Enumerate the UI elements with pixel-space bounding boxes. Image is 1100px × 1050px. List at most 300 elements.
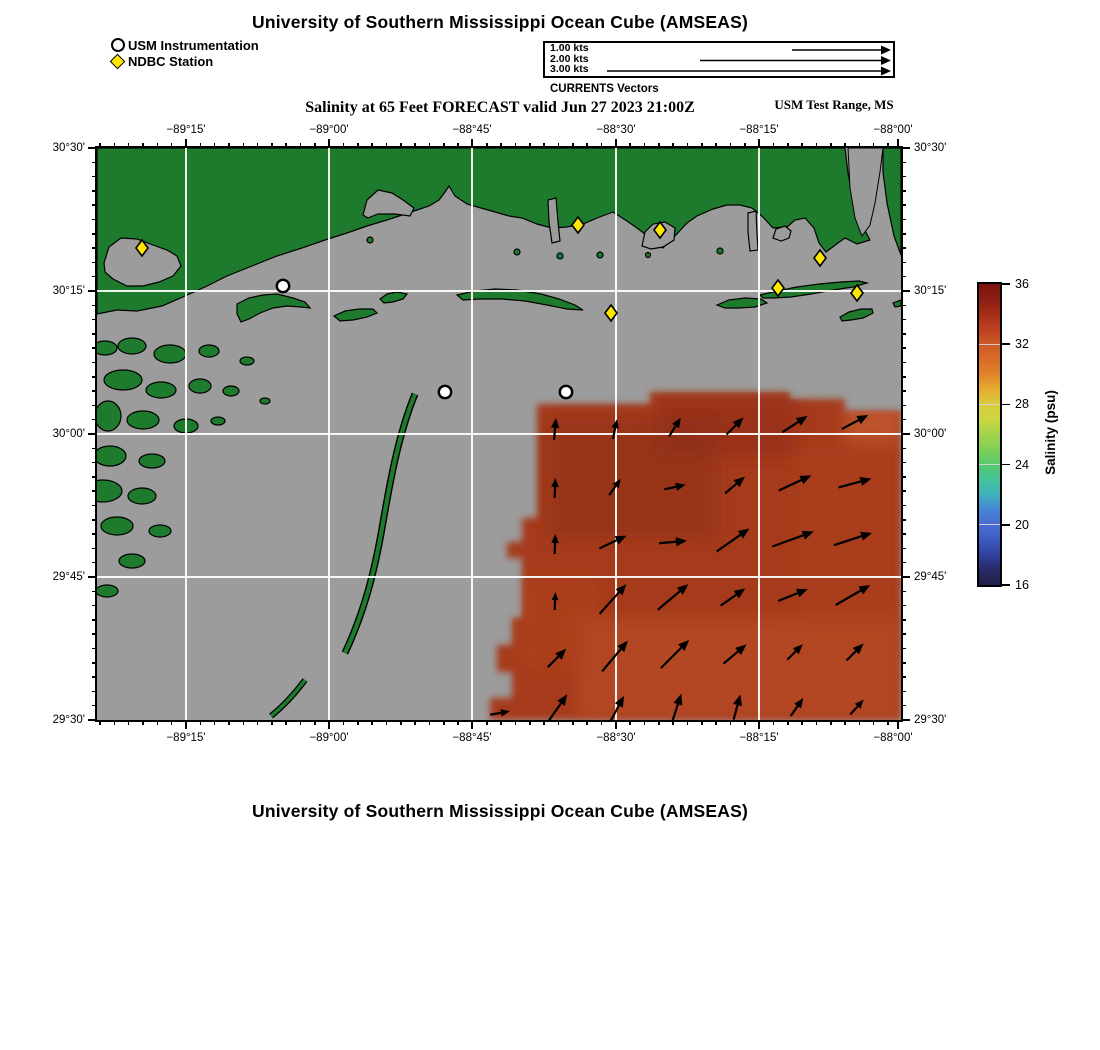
major-tick	[901, 147, 910, 149]
minor-tick	[92, 548, 97, 550]
minor-tick	[92, 676, 97, 678]
current-vector	[787, 644, 803, 660]
major-tick	[901, 576, 910, 578]
minor-tick	[830, 720, 832, 725]
minor-tick	[92, 519, 97, 521]
current-vector	[609, 479, 620, 495]
current-vector	[551, 478, 559, 498]
minor-tick	[92, 233, 97, 235]
minor-tick	[543, 143, 545, 148]
minor-tick	[687, 720, 689, 725]
minor-tick	[901, 533, 906, 535]
minor-tick	[128, 143, 130, 148]
minor-tick	[859, 720, 861, 725]
minor-tick	[92, 262, 97, 264]
minor-tick	[658, 720, 660, 725]
current-vector	[721, 588, 746, 605]
minor-tick	[901, 676, 906, 678]
usm-station-marker	[560, 386, 572, 398]
minor-tick	[314, 143, 316, 148]
lat-label: 30°00'	[52, 428, 85, 440]
minor-tick	[343, 720, 345, 725]
colorbar-tick	[1002, 283, 1010, 285]
minor-tick	[443, 720, 445, 725]
minor-tick	[92, 347, 97, 349]
lat-label: 30°30'	[914, 142, 947, 154]
minor-tick	[157, 143, 159, 148]
minor-tick	[558, 720, 560, 725]
minor-tick	[701, 143, 703, 148]
major-tick	[901, 719, 910, 721]
minor-tick	[92, 648, 97, 650]
legend-label: NDBC Station	[128, 53, 214, 69]
lon-label: −88°45'	[452, 732, 492, 744]
current-vector	[661, 640, 689, 668]
minor-tick	[92, 305, 97, 307]
forecast-subtitle: Salinity at 65 Feet FORECAST valid Jun 27 2023 21:00Z	[305, 99, 695, 116]
minor-tick	[92, 419, 97, 421]
major-tick	[88, 719, 97, 721]
minor-tick	[171, 720, 173, 725]
minor-tick	[314, 720, 316, 725]
minor-tick	[429, 720, 431, 725]
current-vector	[842, 415, 868, 429]
major-tick	[897, 139, 899, 148]
current-vector	[658, 584, 689, 610]
minor-tick	[672, 720, 674, 725]
current-vector	[551, 418, 559, 440]
major-tick	[88, 147, 97, 149]
page-title: University of Southern Mississippi Ocean Cube (AMSEAS)	[251, 12, 749, 32]
current-speed-label: 3.00 kts	[550, 63, 589, 75]
minor-tick	[687, 143, 689, 148]
minor-tick	[371, 143, 373, 148]
current-vector	[610, 696, 624, 720]
minor-tick	[92, 176, 97, 178]
minor-tick	[715, 720, 717, 725]
minor-tick	[357, 720, 359, 725]
minor-tick	[343, 143, 345, 148]
colorbar-gridline	[979, 524, 1000, 525]
current-vector	[779, 475, 812, 490]
usm-station-marker	[277, 280, 289, 292]
minor-tick	[214, 720, 216, 725]
major-tick	[471, 139, 473, 148]
current-vector	[659, 537, 687, 546]
minor-tick	[400, 720, 402, 725]
minor-tick	[99, 720, 101, 725]
minor-tick	[901, 362, 906, 364]
stations-and-vectors	[97, 148, 901, 720]
minor-tick	[92, 405, 97, 407]
minor-tick	[92, 562, 97, 564]
current-vector	[717, 529, 750, 552]
lon-label: −89°15'	[166, 732, 206, 744]
minor-tick	[901, 176, 906, 178]
minor-tick	[92, 619, 97, 621]
minor-tick	[515, 720, 517, 725]
minor-tick	[901, 347, 906, 349]
minor-tick	[142, 143, 144, 148]
current-vector	[725, 477, 745, 494]
minor-tick	[92, 190, 97, 192]
major-tick	[185, 720, 187, 729]
map-frame	[52, 124, 947, 744]
minor-tick	[901, 591, 906, 593]
minor-tick	[887, 720, 889, 725]
minor-tick	[515, 143, 517, 148]
minor-tick	[859, 143, 861, 148]
footer-title: University of Southern Mississippi Ocean Cube (AMSEAS)	[251, 801, 749, 821]
minor-tick	[500, 143, 502, 148]
current-vector	[850, 700, 863, 715]
minor-tick	[114, 143, 116, 148]
minor-tick	[558, 143, 560, 148]
minor-tick	[114, 720, 116, 725]
colorbar-title: Salinity (psu)	[1042, 390, 1058, 475]
minor-tick	[901, 247, 906, 249]
ndbc-station-marker	[605, 305, 617, 321]
lat-label: 29°30'	[52, 714, 85, 726]
current-vector	[552, 592, 559, 610]
minor-tick	[629, 143, 631, 148]
minor-tick	[901, 390, 906, 392]
minor-tick	[901, 190, 906, 192]
minor-tick	[92, 376, 97, 378]
colorbar-tick	[1002, 584, 1010, 586]
minor-tick	[816, 143, 818, 148]
colorbar-gridline	[979, 344, 1000, 345]
colorbar-tick-label: 16	[1015, 578, 1029, 592]
minor-tick	[787, 143, 789, 148]
minor-tick	[586, 143, 588, 148]
minor-tick	[271, 720, 273, 725]
colorbar-tick-label: 32	[1015, 337, 1029, 352]
colorbar-tick	[1002, 404, 1010, 406]
current-speed-label: 1.00 kts	[550, 42, 589, 54]
minor-tick	[830, 143, 832, 148]
minor-tick	[92, 390, 97, 392]
ndbc-station-marker	[772, 280, 784, 296]
minor-tick	[901, 633, 906, 635]
lon-label: −88°15'	[739, 124, 779, 136]
current-vector	[664, 483, 686, 491]
lon-label: −89°00'	[309, 732, 349, 744]
minor-tick	[887, 143, 889, 148]
minor-tick	[873, 143, 875, 148]
legend-item-usm	[111, 37, 259, 53]
minor-tick	[457, 720, 459, 725]
current-vector	[733, 694, 742, 719]
lat-label: 30°15'	[52, 285, 85, 297]
major-tick	[185, 139, 187, 148]
ndbc-station-marker	[851, 285, 863, 301]
lat-label: 29°45'	[52, 571, 85, 583]
lat-label: 30°15'	[914, 285, 947, 297]
current-vector	[612, 419, 619, 439]
major-tick	[758, 139, 760, 148]
legend-item-ndbc	[111, 53, 259, 69]
minor-tick	[901, 705, 906, 707]
minor-tick	[844, 143, 846, 148]
minor-tick	[429, 143, 431, 148]
minor-tick	[171, 143, 173, 148]
current-vector	[836, 585, 871, 605]
circle-marker-icon	[111, 38, 125, 52]
major-tick	[88, 290, 97, 292]
minor-tick	[901, 519, 906, 521]
minor-tick	[572, 143, 574, 148]
minor-tick	[901, 648, 906, 650]
lon-label: −89°15'	[166, 124, 206, 136]
minor-tick	[92, 662, 97, 664]
current-vector	[791, 698, 804, 716]
major-tick	[471, 720, 473, 729]
ndbc-station-marker	[572, 217, 584, 233]
minor-tick	[601, 143, 603, 148]
minor-tick	[486, 720, 488, 725]
minor-tick	[901, 162, 906, 164]
minor-tick	[386, 143, 388, 148]
minor-tick	[92, 591, 97, 593]
minor-tick	[228, 143, 230, 148]
minor-tick	[901, 619, 906, 621]
minor-tick	[901, 476, 906, 478]
current-vector	[724, 644, 747, 663]
minor-tick	[92, 448, 97, 450]
lon-label: −88°45'	[452, 124, 492, 136]
colorbar-tick	[1002, 524, 1010, 526]
minor-tick	[228, 720, 230, 725]
current-vector	[602, 641, 628, 672]
minor-tick	[92, 476, 97, 478]
minor-tick	[901, 548, 906, 550]
minor-tick	[644, 720, 646, 725]
major-tick	[901, 290, 910, 292]
minor-tick	[243, 720, 245, 725]
minor-tick	[92, 462, 97, 464]
marker-legend	[111, 37, 259, 69]
minor-tick	[543, 720, 545, 725]
usm-station-marker	[439, 386, 451, 398]
minor-tick	[92, 276, 97, 278]
minor-tick	[744, 143, 746, 148]
minor-tick	[901, 691, 906, 693]
ndbc-station-marker	[654, 222, 666, 238]
current-vector	[599, 536, 626, 549]
minor-tick	[816, 720, 818, 725]
map-area	[97, 148, 901, 720]
minor-tick	[357, 143, 359, 148]
colorbar-tick	[1002, 464, 1010, 466]
legend-label: USM Instrumentation	[128, 37, 259, 53]
diamond-marker-icon	[110, 53, 126, 69]
colorbar	[977, 277, 1029, 592]
minor-tick	[787, 720, 789, 725]
lon-label: −88°00'	[873, 732, 913, 744]
current-scale-arrows	[545, 43, 893, 76]
major-tick	[758, 720, 760, 729]
major-tick	[328, 139, 330, 148]
minor-tick	[658, 143, 660, 148]
lon-label: −88°15'	[739, 732, 779, 744]
minor-tick	[443, 143, 445, 148]
minor-tick	[901, 462, 906, 464]
current-vector	[847, 644, 864, 661]
major-tick	[901, 433, 910, 435]
minor-tick	[801, 143, 803, 148]
minor-tick	[730, 143, 732, 148]
minor-tick	[243, 143, 245, 148]
minor-tick	[214, 143, 216, 148]
minor-tick	[701, 720, 703, 725]
minor-tick	[901, 605, 906, 607]
colorbar-tick-label: 36	[1015, 277, 1029, 291]
minor-tick	[285, 143, 287, 148]
minor-tick	[371, 720, 373, 725]
lat-label: 30°00'	[914, 428, 947, 440]
minor-tick	[92, 605, 97, 607]
current-vector	[673, 694, 683, 720]
minor-tick	[901, 262, 906, 264]
minor-tick	[271, 143, 273, 148]
current-vector	[490, 709, 510, 716]
minor-tick	[901, 305, 906, 307]
minor-tick	[744, 720, 746, 725]
minor-tick	[672, 143, 674, 148]
minor-tick	[200, 143, 202, 148]
colorbar-gridline	[979, 464, 1000, 465]
minor-tick	[901, 233, 906, 235]
minor-tick	[730, 720, 732, 725]
minor-tick	[92, 505, 97, 507]
minor-tick	[92, 247, 97, 249]
minor-tick	[901, 490, 906, 492]
minor-tick	[901, 276, 906, 278]
minor-tick	[92, 490, 97, 492]
major-tick	[328, 720, 330, 729]
current-vector	[778, 589, 808, 601]
minor-tick	[300, 143, 302, 148]
minor-tick	[529, 143, 531, 148]
minor-tick	[92, 533, 97, 535]
minor-tick	[285, 720, 287, 725]
minor-tick	[92, 362, 97, 364]
minor-tick	[99, 143, 101, 148]
minor-tick	[128, 720, 130, 725]
minor-tick	[901, 204, 906, 206]
major-tick	[88, 576, 97, 578]
minor-tick	[92, 705, 97, 707]
minor-tick	[300, 720, 302, 725]
minor-tick	[92, 691, 97, 693]
colorbar-tick-label: 24	[1015, 457, 1029, 472]
minor-tick	[92, 204, 97, 206]
major-tick	[615, 139, 617, 148]
currents-scale-box	[543, 41, 895, 78]
minor-tick	[386, 720, 388, 725]
current-vector	[548, 649, 566, 667]
current-vector	[551, 534, 559, 554]
region-label: USM Test Range, MS	[774, 97, 894, 112]
minor-tick	[629, 720, 631, 725]
minor-tick	[457, 143, 459, 148]
colorbar-gridline	[979, 404, 1000, 405]
current-vector	[727, 418, 744, 435]
colorbar-tick-label: 28	[1015, 397, 1029, 412]
minor-tick	[92, 219, 97, 221]
ndbc-station-marker	[814, 250, 826, 266]
lon-label: −88°00'	[873, 124, 913, 136]
minor-tick	[414, 720, 416, 725]
minor-tick	[901, 562, 906, 564]
currents-caption: CURRENTS Vectors	[550, 83, 659, 95]
minor-tick	[92, 333, 97, 335]
minor-tick	[801, 720, 803, 725]
minor-tick	[901, 376, 906, 378]
minor-tick	[901, 319, 906, 321]
minor-tick	[92, 633, 97, 635]
lat-label: 29°30'	[914, 714, 947, 726]
minor-tick	[844, 720, 846, 725]
minor-tick	[257, 720, 259, 725]
minor-tick	[901, 448, 906, 450]
colorbar-title-wrap	[1022, 282, 1078, 583]
minor-tick	[157, 720, 159, 725]
current-speed-label: 2.00 kts	[550, 52, 589, 65]
minor-tick	[257, 143, 259, 148]
minor-tick	[200, 720, 202, 725]
minor-tick	[414, 143, 416, 148]
minor-tick	[901, 219, 906, 221]
ndbc-station-marker	[136, 240, 148, 256]
lon-label: −88°30'	[596, 124, 636, 136]
current-vector	[782, 416, 807, 432]
current-vector	[669, 418, 681, 437]
lon-label: −88°30'	[596, 732, 636, 744]
major-tick	[88, 433, 97, 435]
current-vector	[772, 531, 813, 547]
minor-tick	[142, 720, 144, 725]
current-vector	[839, 477, 872, 487]
minor-tick	[92, 319, 97, 321]
major-tick	[897, 720, 899, 729]
minor-tick	[873, 720, 875, 725]
colorbar-tick-label: 20	[1015, 517, 1029, 532]
minor-tick	[773, 143, 775, 148]
minor-tick	[901, 662, 906, 664]
minor-tick	[901, 405, 906, 407]
minor-tick	[500, 720, 502, 725]
minor-tick	[601, 720, 603, 725]
lon-label: −89°00'	[309, 124, 349, 136]
minor-tick	[901, 333, 906, 335]
minor-tick	[901, 419, 906, 421]
minor-tick	[715, 143, 717, 148]
major-tick	[615, 720, 617, 729]
minor-tick	[529, 720, 531, 725]
minor-tick	[586, 720, 588, 725]
current-vector	[834, 532, 872, 545]
minor-tick	[572, 720, 574, 725]
minor-tick	[644, 143, 646, 148]
lat-label: 29°45'	[914, 571, 947, 583]
minor-tick	[773, 720, 775, 725]
minor-tick	[92, 162, 97, 164]
minor-tick	[486, 143, 488, 148]
colorbar-tick	[1002, 343, 1010, 345]
lat-label: 30°30'	[52, 142, 85, 154]
